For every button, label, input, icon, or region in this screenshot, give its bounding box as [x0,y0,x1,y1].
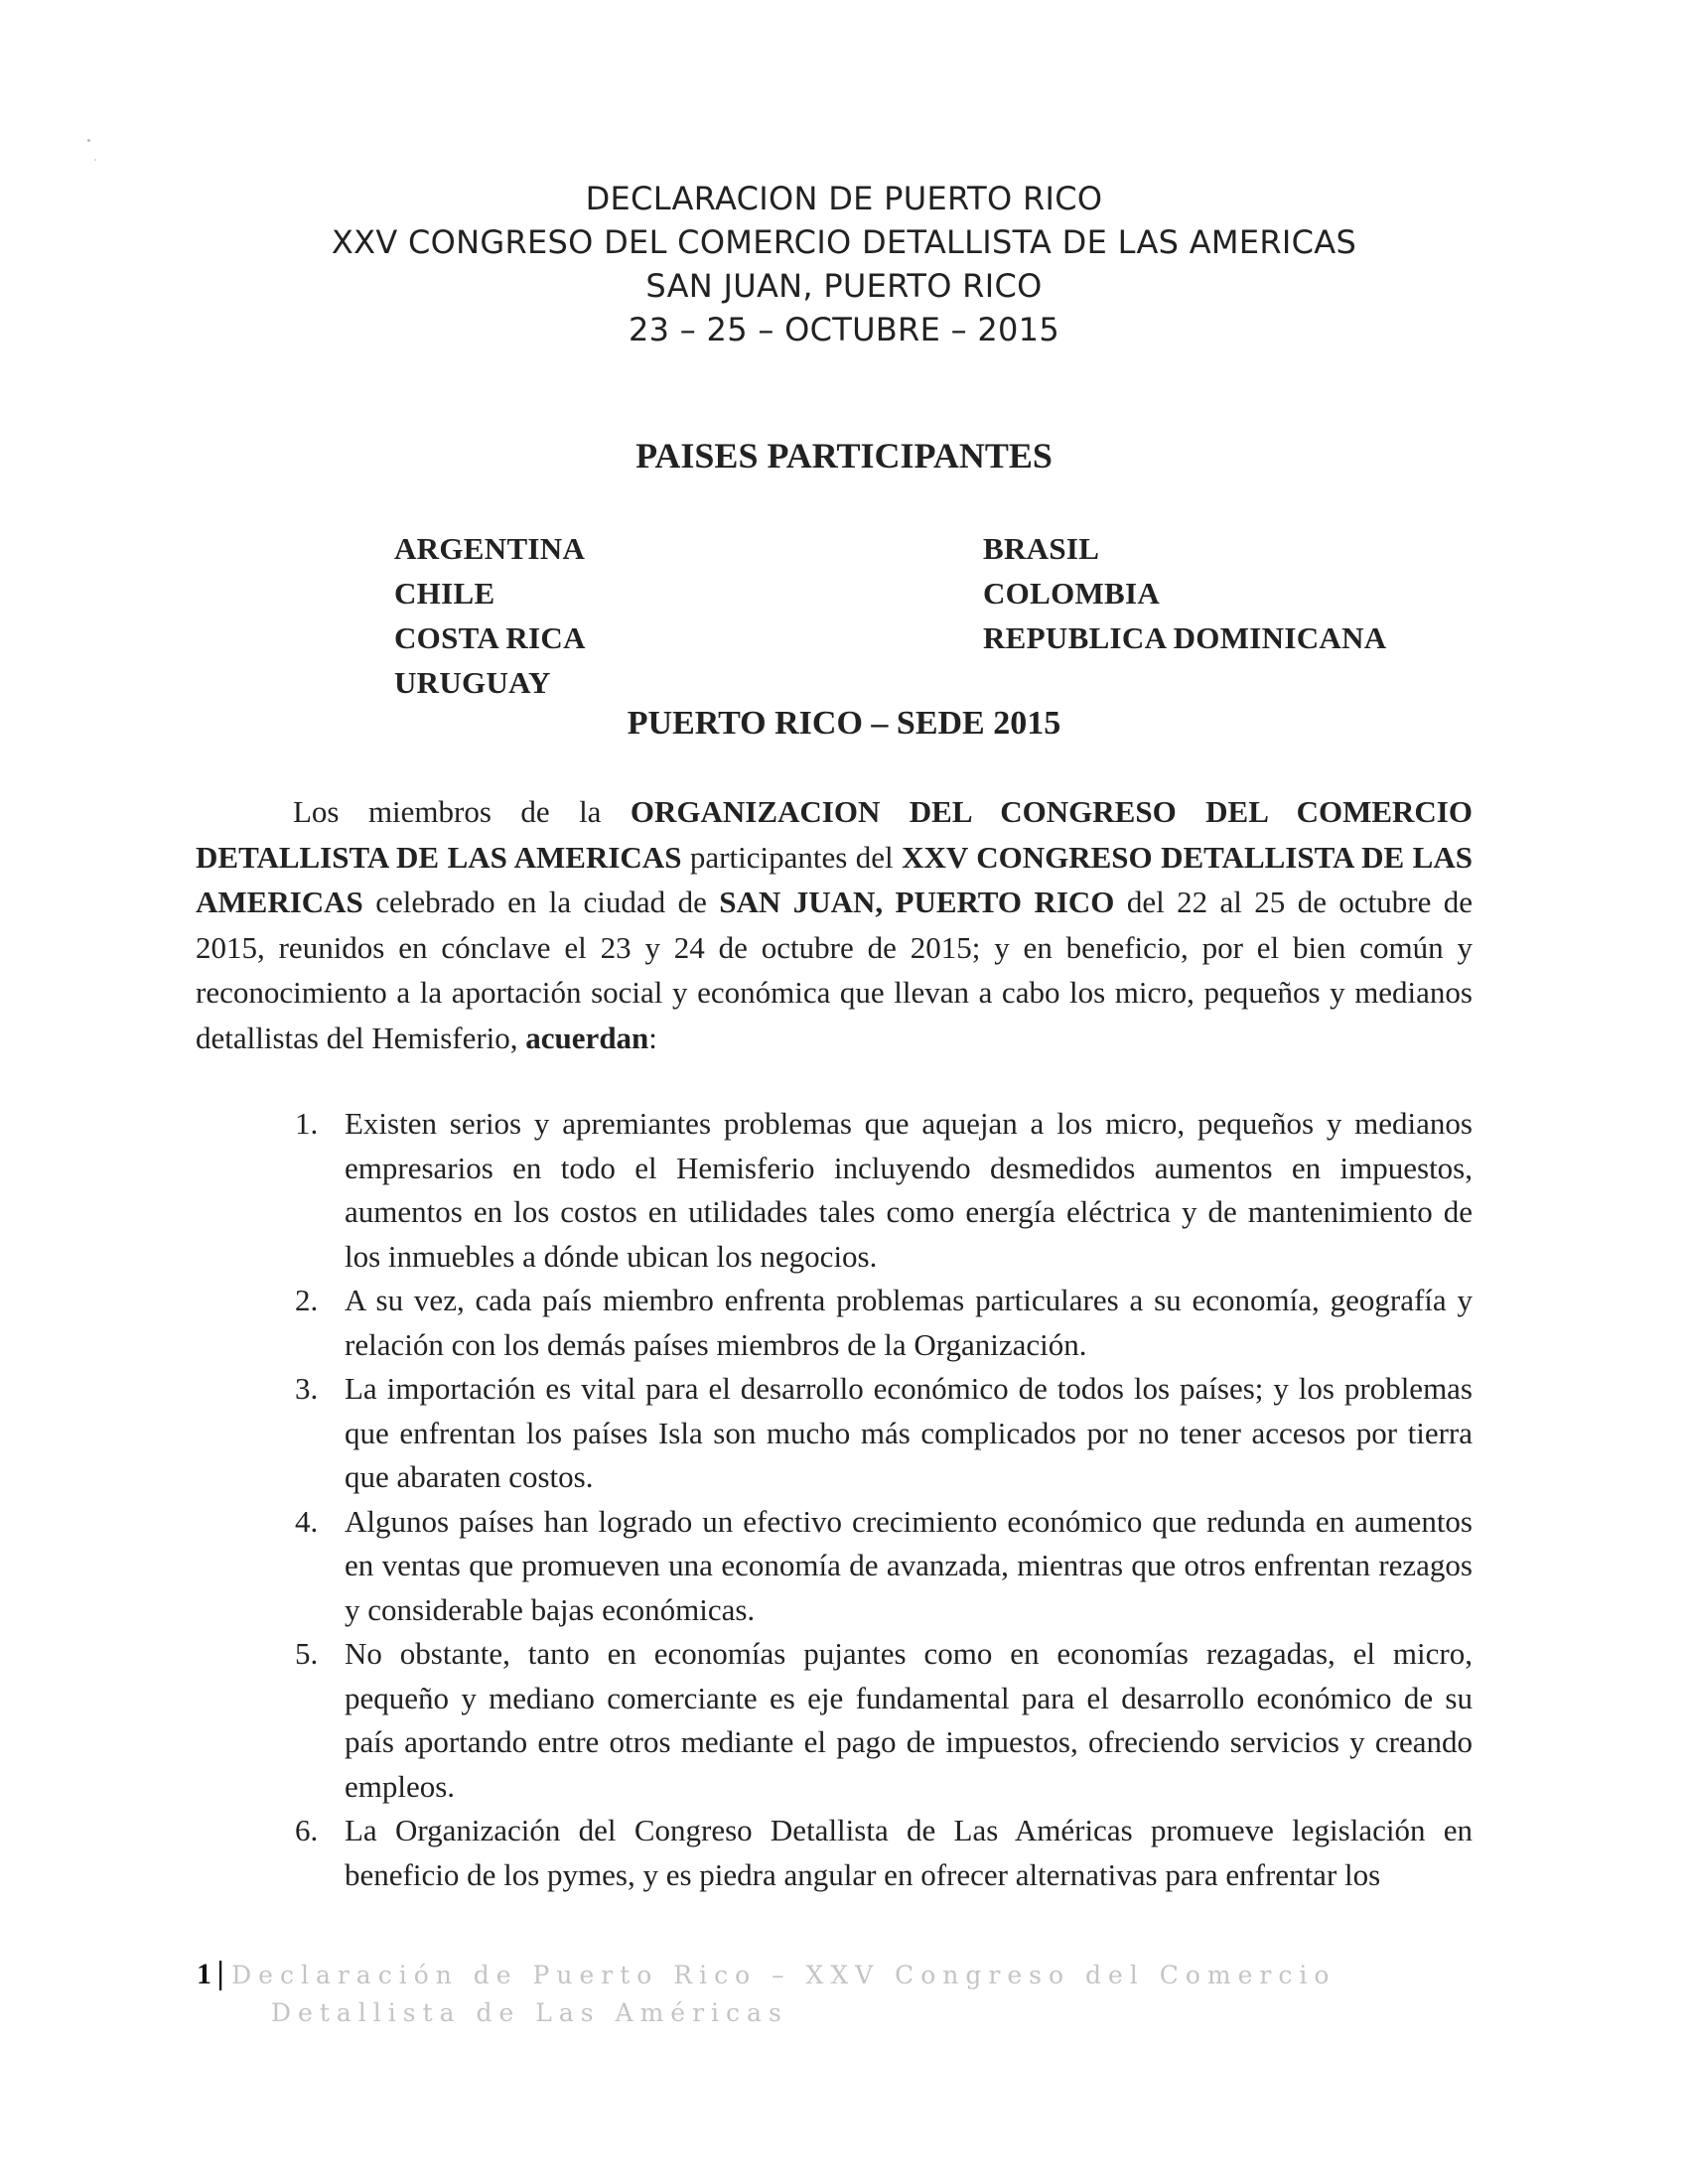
footer-title-line1: Declaración de Puerto Rico – XXV Congreso del Comercio [231,1961,1336,1989]
item-number: 1. [295,1106,319,1141]
item-text: Algunos países han logrado un efectivo crecimiento económico que redunda en aumentos en ventas que promueven una economía de avanzada, mientras que otros enfrentan rezagos y considerable bajas económicas. [345,1503,1473,1627]
item-text: La Organización del Congreso Detallista de Las Américas promueve legislación en beneficio de los pymes, y es piedra angular en ofrecer alternativas para enfrentar los [345,1813,1473,1892]
country-name: CHILE [394,576,495,611]
host-heading: PUERTO RICO – SEDE 2015 [627,705,1061,742]
intro-text: : [648,1020,657,1055]
intro-bold-organization: ORGANIZACION DEL CONGRESO DEL COMERCIO DETALLISTA DE LAS AMERICAS [196,794,1473,875]
participants-title: PAISES PARTICIPANTES [635,436,1053,476]
intro-bold-congress: XXV CONGRESO DETALLISTA DE LAS AMERICAS [196,839,1473,919]
item-number: 2. [295,1283,319,1317]
intro-text: del 22 al 25 de octubre de 2015, reunidos en cónclave el 23 y 24 de octubre de 2015; y en beneficio, por el bien común y reconocimiento a la aportación social y económica que llevan a cabo los micro, pequeños y medianos detallistas del Hemisferio, [196,885,1474,1055]
intro-text: participantes del [681,839,903,875]
item-text: No obstante, tanto en economías pujantes como en economías rezagadas, el micro, pequeño y mediano comerciante es eje fundamental para el desarrollo económico de su país aportando entre otros mediante el pago de impuestos, ofreciendo servicios y creando empleos. [345,1636,1473,1804]
list-item [196,1279,1473,1367]
intro-text: celebrado en la ciudad de [362,885,720,919]
item-number: 4. [295,1503,319,1539]
item-number: 6. [295,1813,319,1847]
country-name: COLOMBIA [983,576,1161,611]
scan-speck [94,159,96,161]
item-number: 5. [295,1636,319,1671]
item-number: 3. [295,1371,319,1406]
page-number: 1 [197,1958,211,1990]
countries-right-column [983,526,1386,660]
list-item [196,1809,1473,1897]
list-item [196,1367,1473,1500]
intro-bold-city: SAN JUAN, PUERTO RICO [719,885,1115,919]
footer-separator: | [215,1957,226,1991]
country-name: URUGUAY [394,665,551,700]
page-footer [197,1956,1336,2032]
intro-bold-agree: acuerdan [525,1020,649,1055]
document-header [0,177,1688,351]
header-title: DECLARACION DE PUERTO RICO [585,180,1103,217]
intro-text: Los miembros de la [293,794,631,829]
agreements-list [196,1102,1473,1897]
country-name: COSTA RICA [394,620,586,655]
country-name: ARGENTINA [394,531,586,566]
footer-title-line2: Detallista de Las Américas [271,1998,788,2027]
country-name: REPUBLICA DOMINICANA [983,620,1387,655]
header-congress: XXV CONGRESO DEL COMERCIO DETALLISTA DE LAS AMERICAS [331,223,1357,261]
item-text: A su vez, cada país miembro enfrenta problemas particulares a su economía, geografía y relación con los demás países miembros de la Organización. [345,1283,1473,1362]
countries-left-column [394,526,586,705]
item-text: La importación es vital para el desarrollo económico de todos los países; y los problemas que enfrentan los países Isla son mucho más complicados por no tener accesos por tierra que abaraten costos. [345,1371,1473,1494]
item-text: Existen serios y apremiantes problemas que aquejan a los micro, pequeños y medianos empresarios en todo el Hemisferio incluyendo desmedidos aumentos en impuestos, aumentos en los costos en utilidades tales como energía eléctrica y de mantenimiento de los inmuebles a dónde ubican los negocios. [345,1106,1473,1274]
country-name: BRASIL [983,531,1100,566]
header-location: SAN JUAN, PUERTO RICO [645,267,1043,305]
intro-paragraph [196,789,1473,1060]
list-item [196,1500,1473,1633]
scan-speck [87,139,90,142]
header-dates: 23 – 25 – OCTUBRE – 2015 [628,311,1059,348]
list-item [196,1632,1473,1809]
list-item [196,1102,1473,1279]
